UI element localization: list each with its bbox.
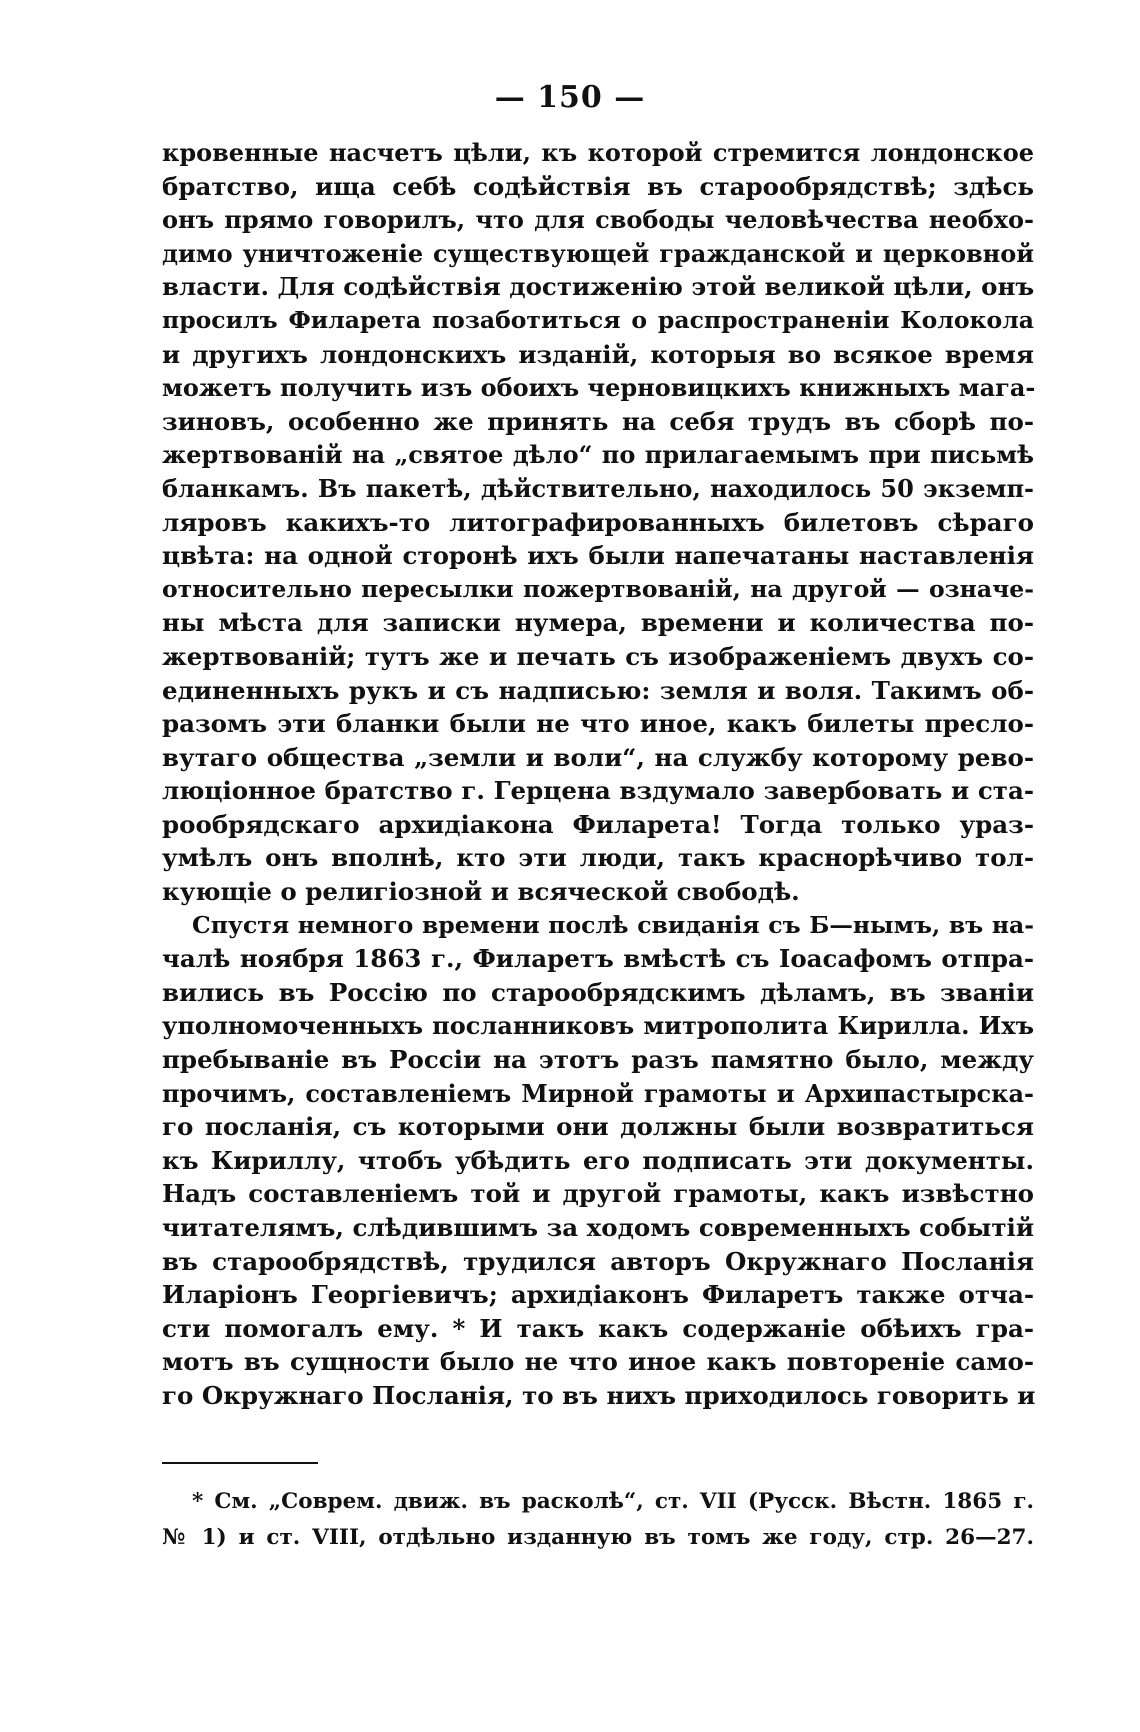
footnote bbox=[162, 1484, 1034, 1556]
text-line: ны мѣста для записки нумера, времени и количества по- bbox=[162, 608, 1034, 638]
text-line: Иларіонъ Георгіевичъ; архидіаконъ Филаретъ также отча- bbox=[162, 1280, 1034, 1310]
text-line: бланкамъ. Въ пакетѣ, дѣйствительно, находилось 50 экземп- bbox=[162, 473, 1034, 503]
text-line: кровенные насчетъ цѣли, къ которой стремится лондонское bbox=[162, 138, 1034, 167]
text-line: прочимъ, составленіемъ Мирной грамоты и Архипастырска- bbox=[162, 1078, 1034, 1108]
footnote-divider bbox=[162, 1462, 318, 1464]
footnote-line: № 1) и ст. VIII, отдѣльно изданную въ томъ же году, стр. 26—27. bbox=[162, 1525, 1034, 1550]
text-line: относительно пересылки пожертвованій, на другой — означе- bbox=[162, 574, 1034, 603]
text-line: цвѣта: на одной сторонѣ ихъ были напечатаны наставленія bbox=[162, 541, 1034, 571]
text-line: просилъ Филарета позаботиться о распространеніи Колокола bbox=[162, 305, 1034, 334]
text-line: братство, ища себѣ содѣйствія въ старообрядствѣ; здѣсь bbox=[162, 171, 1034, 201]
text-line: пребываніе въ Россіи на этотъ разъ памятно было, между bbox=[162, 1045, 1034, 1075]
text-line: ляровъ какихъ-то литографированныхъ билетовъ сѣраго bbox=[162, 507, 1034, 537]
text-line: зиновъ, особенно же принять на себя трудъ въ сборѣ по- bbox=[162, 406, 1034, 436]
text-line: уполномоченныхъ посланниковъ митрополита Кирилла. Ихъ bbox=[162, 1011, 1034, 1041]
text-line: го Окружнаго Посланія, то въ нихъ приходилось говорить и bbox=[162, 1380, 1036, 1410]
text-line: умѣлъ онъ вполнѣ, кто эти люди, такъ краснорѣчиво тол- bbox=[162, 843, 1034, 873]
text-line: читателямъ, слѣдившимъ за ходомъ современныхъ событій bbox=[162, 1213, 1034, 1242]
text-line: въ старообрядствѣ, трудился авторъ Окружнаго Посланія bbox=[162, 1246, 1034, 1276]
text-line: власти. Для содѣйствія достиженію этой великой цѣли, онъ bbox=[162, 272, 1035, 302]
text-line: Надъ составленіемъ той и другой грамоты, какъ извѣстно bbox=[162, 1179, 1034, 1209]
text-line: люціонное братство г. Герцена вздумало завербовать и ста- bbox=[162, 776, 1034, 806]
text-line: и другихъ лондонскихъ изданій, которыя во всякое время bbox=[162, 339, 1034, 369]
text-line: рообрядскаго архидіакона Филарета! Тогда только ураз- bbox=[162, 809, 1034, 839]
body-text bbox=[162, 136, 1034, 1413]
text-line: жертвованій; тутъ же и печать съ изображеніемъ двухъ со- bbox=[162, 641, 1034, 671]
page-number: — 150 — bbox=[494, 80, 646, 115]
text-line: сти помогалъ ему. * И такъ какъ содержаніе обѣихъ гра- bbox=[162, 1313, 1034, 1343]
text-line: разомъ эти бланки были не что иное, какъ билеты пресло- bbox=[162, 709, 1034, 739]
text-line: вились въ Россію по старообрядскимъ дѣламъ, въ званіи bbox=[162, 977, 1034, 1007]
text-line: димо уничтоженіе существующей гражданской и церковной bbox=[162, 238, 1034, 268]
text-line: жертвованій на „святое дѣло“ по прилагаемымъ при письмѣ bbox=[162, 440, 1034, 470]
text-line: чалѣ ноября 1863 г., Филаретъ вмѣстѣ съ Іоасафомъ отпра- bbox=[162, 944, 1034, 974]
text-line: къ Кириллу, чтобъ убѣдить его подписать эти документы. bbox=[162, 1145, 1034, 1175]
text-line: мотъ въ сущности было не что иное какъ повтореніе само- bbox=[162, 1347, 1034, 1377]
paragraph-end-line: кующіе о религіозной и всяческой свободѣ. bbox=[162, 877, 800, 907]
text-line: вутаго общества „земли и воли“, на службу которому рево- bbox=[162, 742, 1034, 772]
text-line: единенныхъ рукъ и съ надписью: земля и воля. Такимъ об- bbox=[162, 675, 1034, 705]
footnote-line: * См. „Соврем. движ. въ расколѣ“, ст. VII (Русск. Вѣстн. 1865 г. bbox=[192, 1489, 1034, 1514]
paragraph-start-line: Спустя немного времени послѣ свиданія съ Б—нымъ, въ на- bbox=[192, 910, 1034, 939]
text-line: го посланія, съ которыми они должны были возвратиться bbox=[162, 1112, 1034, 1142]
text-line: онъ прямо говорилъ, что для свободы человѣчества необхо- bbox=[162, 205, 1034, 235]
text-line: можетъ получить изъ обоихъ черновицкихъ книжныхъ мага- bbox=[162, 373, 1036, 403]
